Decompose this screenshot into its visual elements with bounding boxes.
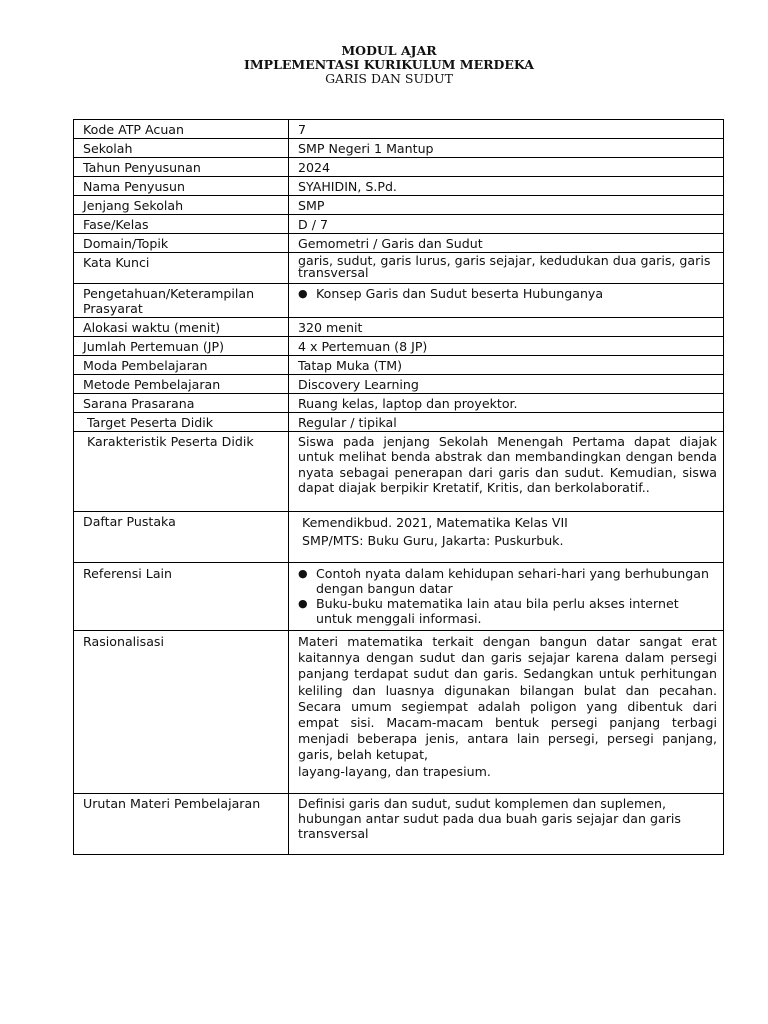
document-header bbox=[0, 44, 768, 86]
table-row bbox=[74, 139, 724, 158]
row-value: Gemometri / Garis dan Sudut bbox=[289, 234, 724, 253]
table-row bbox=[74, 375, 724, 394]
row-value: SMP bbox=[289, 196, 724, 215]
bullet-icon: ● bbox=[298, 567, 308, 580]
rationale-text: Materi matematika terkait dengan bangun datar sangat erat kaitannya dengan sudut dan garis sejajar karena dalam persegi panjang terdapat sudut dan garis. Sedangkan untuk perhitungan keliling dan luasnya digunakan bilangan bulat dan pecahan. Secara umum segiempat adalah poligon yang dibentuk dari empat sisi. Macam-macam bentuk persegi panjang terbagi menjadi beberapa jenis, antara lain persegi, persegi panjang, garis, belah ketupat, bbox=[298, 634, 717, 763]
row-value: Regular / tipikal bbox=[289, 413, 724, 432]
table-row bbox=[74, 177, 724, 196]
doc-topic: GARIS DAN SUDUT bbox=[325, 71, 453, 86]
row-label: Fase/Kelas bbox=[74, 215, 289, 234]
bullet-item bbox=[298, 596, 717, 626]
row-label: Alokasi waktu (menit) bbox=[74, 318, 289, 337]
module-info-table bbox=[73, 119, 724, 855]
row-label: Domain/Topik bbox=[74, 234, 289, 253]
row-label: Karakteristik Peserta Didik bbox=[74, 432, 289, 512]
table-row bbox=[74, 337, 724, 356]
row-value: Ruang kelas, laptop dan proyektor. bbox=[289, 394, 724, 413]
table-row bbox=[74, 318, 724, 337]
row-label: Nama Penyusun bbox=[74, 177, 289, 196]
row-label: Urutan Materi Pembelajaran bbox=[74, 794, 289, 855]
table-row bbox=[74, 196, 724, 215]
bullet-text: Konsep Garis dan Sudut beserta Hubunganya bbox=[316, 286, 604, 301]
bullet-item bbox=[298, 566, 717, 596]
row-label: Kode ATP Acuan bbox=[74, 120, 289, 139]
table-row bbox=[74, 158, 724, 177]
reference-line: Kemendikbud. 2021, Matematika Kelas VII bbox=[298, 515, 568, 530]
bullet-item bbox=[298, 286, 717, 301]
row-label: Daftar Pustaka bbox=[74, 512, 289, 563]
row-label: Sekolah bbox=[74, 139, 289, 158]
row-label: Referensi Lain bbox=[74, 563, 289, 631]
doc-subtitle: IMPLEMENTASI KURIKULUM MERDEKA bbox=[244, 57, 534, 72]
row-value: SYAHIDIN, S.Pd. bbox=[289, 177, 724, 196]
table-row bbox=[74, 120, 724, 139]
row-label: Metode Pembelajaran bbox=[74, 375, 289, 394]
row-value: Tatap Muka (TM) bbox=[289, 356, 724, 375]
row-value: Siswa pada jenjang Sekolah Menengah Pertama dapat diajak untuk melihat benda abstrak dan membandingkan dengan benda nyata sebagai penerapan dari garis dan sudut. Kemudian, siswa dapat diajak berpikir Kretatif, Kritis, dan berkolaboratif.. bbox=[289, 432, 724, 512]
table-row bbox=[74, 432, 724, 512]
row-label: Rasionalisasi bbox=[74, 631, 289, 794]
table-row bbox=[74, 215, 724, 234]
row-value: Definisi garis dan sudut, sudut komplemen dan suplemen, hubungan antar sudut pada dua buah garis sejajar dan garis transversal bbox=[289, 794, 724, 855]
row-value: 320 menit bbox=[289, 318, 724, 337]
row-value: SMP Negeri 1 Mantup bbox=[289, 139, 724, 158]
bullet-text: Buku-buku matematika lain atau bila perlu akses internet untuk menggali informasi. bbox=[316, 596, 679, 626]
table-row bbox=[74, 284, 724, 318]
row-value: 4 x Pertemuan (8 JP) bbox=[289, 337, 724, 356]
row-label: Target Peserta Didik bbox=[74, 413, 289, 432]
table-row bbox=[74, 413, 724, 432]
table-row bbox=[74, 794, 724, 855]
row-value bbox=[289, 284, 724, 318]
row-label: Kata Kunci bbox=[74, 253, 289, 284]
bullet-icon: ● bbox=[298, 597, 308, 610]
row-value: 2024 bbox=[289, 158, 724, 177]
row-value: garis, sudut, garis lurus, garis sejajar, kedudukan dua garis, garis transversal bbox=[289, 253, 724, 284]
table-row bbox=[74, 253, 724, 284]
bullet-icon: ● bbox=[298, 287, 308, 300]
table-row bbox=[74, 631, 724, 794]
doc-title: MODUL AJAR bbox=[341, 43, 437, 58]
table-row bbox=[74, 512, 724, 563]
row-label: Jenjang Sekolah bbox=[74, 196, 289, 215]
row-value bbox=[289, 512, 724, 563]
row-label: Pengetahuan/Keterampilan Prasyarat bbox=[74, 284, 289, 318]
table-row bbox=[74, 394, 724, 413]
bullet-text: Contoh nyata dalam kehidupan sehari-hari yang berhubungan dengan bangun datar bbox=[316, 566, 709, 596]
row-value bbox=[289, 631, 724, 794]
reference-line: SMP/MTS: Buku Guru, Jakarta: Puskurbuk. bbox=[298, 533, 564, 548]
row-value: 7 bbox=[289, 120, 724, 139]
table-row bbox=[74, 356, 724, 375]
row-label: Moda Pembelajaran bbox=[74, 356, 289, 375]
table-row bbox=[74, 234, 724, 253]
row-value bbox=[289, 563, 724, 631]
row-label: Jumlah Pertemuan (JP) bbox=[74, 337, 289, 356]
row-label: Sarana Prasarana bbox=[74, 394, 289, 413]
row-value: Discovery Learning bbox=[289, 375, 724, 394]
row-value: D / 7 bbox=[289, 215, 724, 234]
row-label: Tahun Penyusunan bbox=[74, 158, 289, 177]
table-row bbox=[74, 563, 724, 631]
rationale-text-end: layang-layang, dan trapesium. bbox=[298, 763, 491, 779]
